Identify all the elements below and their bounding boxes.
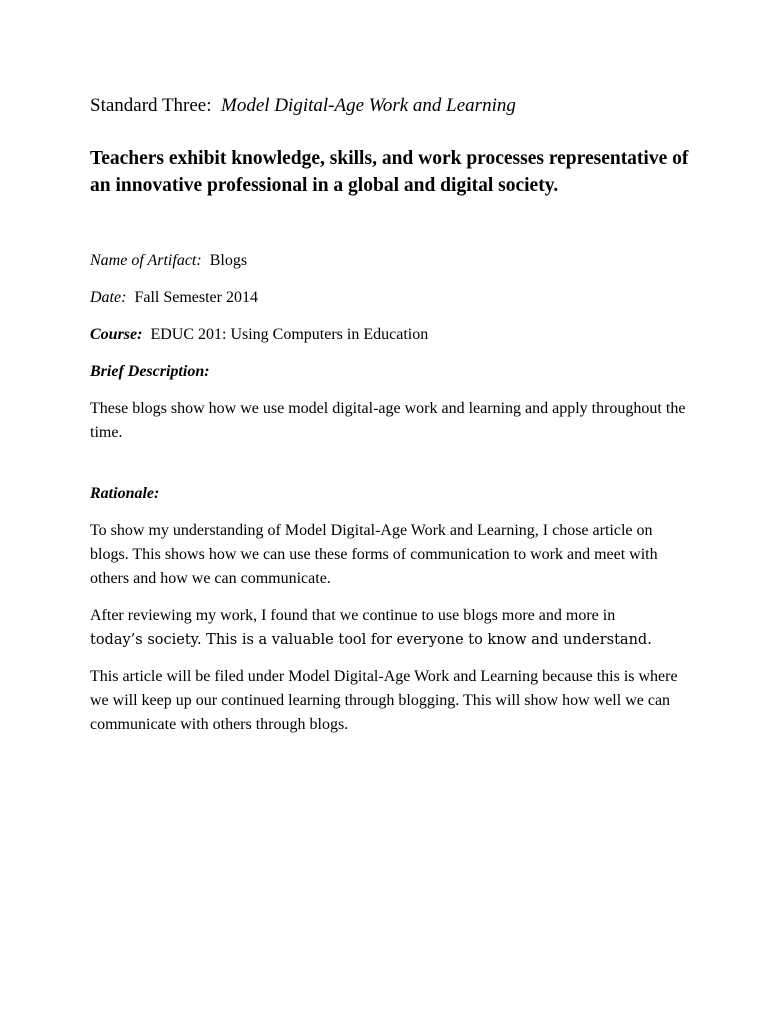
- course-label: Course:: [90, 326, 143, 343]
- date-field: [90, 286, 690, 310]
- rationale-paragraph-2: [90, 604, 690, 652]
- rationale-paragraph-3: This article will be filed under Model Digital-Age Work and Learning because this is where we will keep up our continued learning through blogging. This will show how well we can communicate with others through blogs.: [90, 668, 678, 733]
- standard-statement: Teachers exhibit knowledge, skills, and work processes representative of an innovative professional in a global and digital society.: [90, 148, 689, 196]
- artifact-field: [90, 249, 690, 273]
- rationale-paragraph-2-end: today’s society. This is a valuable tool for everyone to know and understand.: [90, 632, 652, 648]
- artifact-label: Name of Artifact:: [90, 252, 202, 269]
- date-value: Fall Semester 2014: [134, 289, 258, 306]
- standard-title: Model Digital-Age Work and Learning: [221, 95, 516, 116]
- standard-heading: [90, 93, 690, 119]
- description-label: Brief Description:: [90, 363, 210, 380]
- course-value: EDUC 201: Using Computers in Education: [150, 326, 429, 343]
- date-label: Date:: [90, 289, 127, 306]
- rationale-label: Rationale:: [90, 485, 160, 502]
- rationale-paragraph-1: To show my understanding of Model Digital-Age Work and Learning, I chose article on blogs. This shows how we can use these forms of communication to work and meet with others and how we can communicate.: [90, 522, 658, 587]
- rationale-paragraph-2-start: After reviewing my work, I found that we continue to use blogs more and more in: [90, 607, 616, 624]
- artifact-value: Blogs: [209, 252, 248, 269]
- course-field: [90, 323, 690, 347]
- description-text: These blogs show how we use model digital-age work and learning and apply throughout the time.: [90, 400, 686, 441]
- document-page: [90, 93, 690, 737]
- standard-prefix: Standard Three:: [90, 95, 212, 116]
